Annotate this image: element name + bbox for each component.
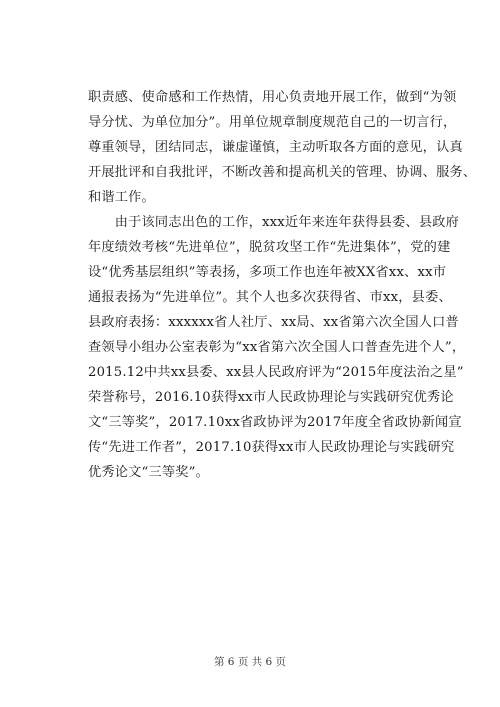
- paragraph-1-line-2: 导分忧、为单位加分”。用单位规章制度规范自己的一切言行，: [88, 115, 457, 130]
- paragraph-2-line-6: 查领导小组办公室表彰为“xx省第六次全国人口普查先进个人”，: [88, 340, 466, 355]
- paragraph-2-line-8: 荣誉称号，2016.10获得xx市人民政协理论与实践研究优秀论: [88, 390, 454, 405]
- paragraph-1-line-4: 开展批评和自我批评，不断改善和提高机关的管理、协调、服务、: [88, 165, 477, 180]
- paragraph-2-line-9: 文“三等奖”，2017.10xx省政协评为2017年度全省政协新闻宣: [88, 415, 462, 430]
- paragraph-2-line-10: 传“先进工作者”，2017.10获得xx市人民政协理论与实践研究: [88, 440, 455, 455]
- paragraph-2-line-3: 设“优秀基层组织”等表扬，多项工作也连年被XX省xx、xx市: [88, 265, 447, 280]
- paragraph-1-line-1: 职责感、使命感和工作热情，用心负责地开展工作，做到“为领: [88, 90, 457, 105]
- paragraph-2-line-7: 2015.12中共xx县委、xx县人民政府评为“2015年度法治之星”: [88, 365, 464, 380]
- paragraph-2-line-11: 优秀论文“三等奖”。: [88, 465, 209, 480]
- paragraph-1-line-3: 尊重领导，团结同志，谦虚谨慎，主动听取各方面的意见，认真: [88, 140, 463, 155]
- paragraph-2-line-2: 年度绩效考核“先进单位”，脱贫攻坚工作“先进集体”，党的建: [88, 240, 451, 255]
- document-body: [88, 85, 477, 485]
- page-footer: [0, 654, 500, 669]
- paragraph-1-line-5: 和谐工作。: [88, 190, 155, 205]
- paragraph-2-line-4: 通报表扬为“先进单位”。其个人也多次获得省、市xx，县委、: [88, 290, 452, 305]
- paragraph-2-line-1: 由于该同志出色的工作，xxx近年来连年获得县委、县政府: [88, 215, 459, 230]
- page-number-label: 第 6 页 共 6 页: [213, 656, 287, 668]
- paragraph-2-line-5: 县政府表扬：xxxxxx省人社厅、xx局、xx省第六次全国人口普: [88, 315, 459, 330]
